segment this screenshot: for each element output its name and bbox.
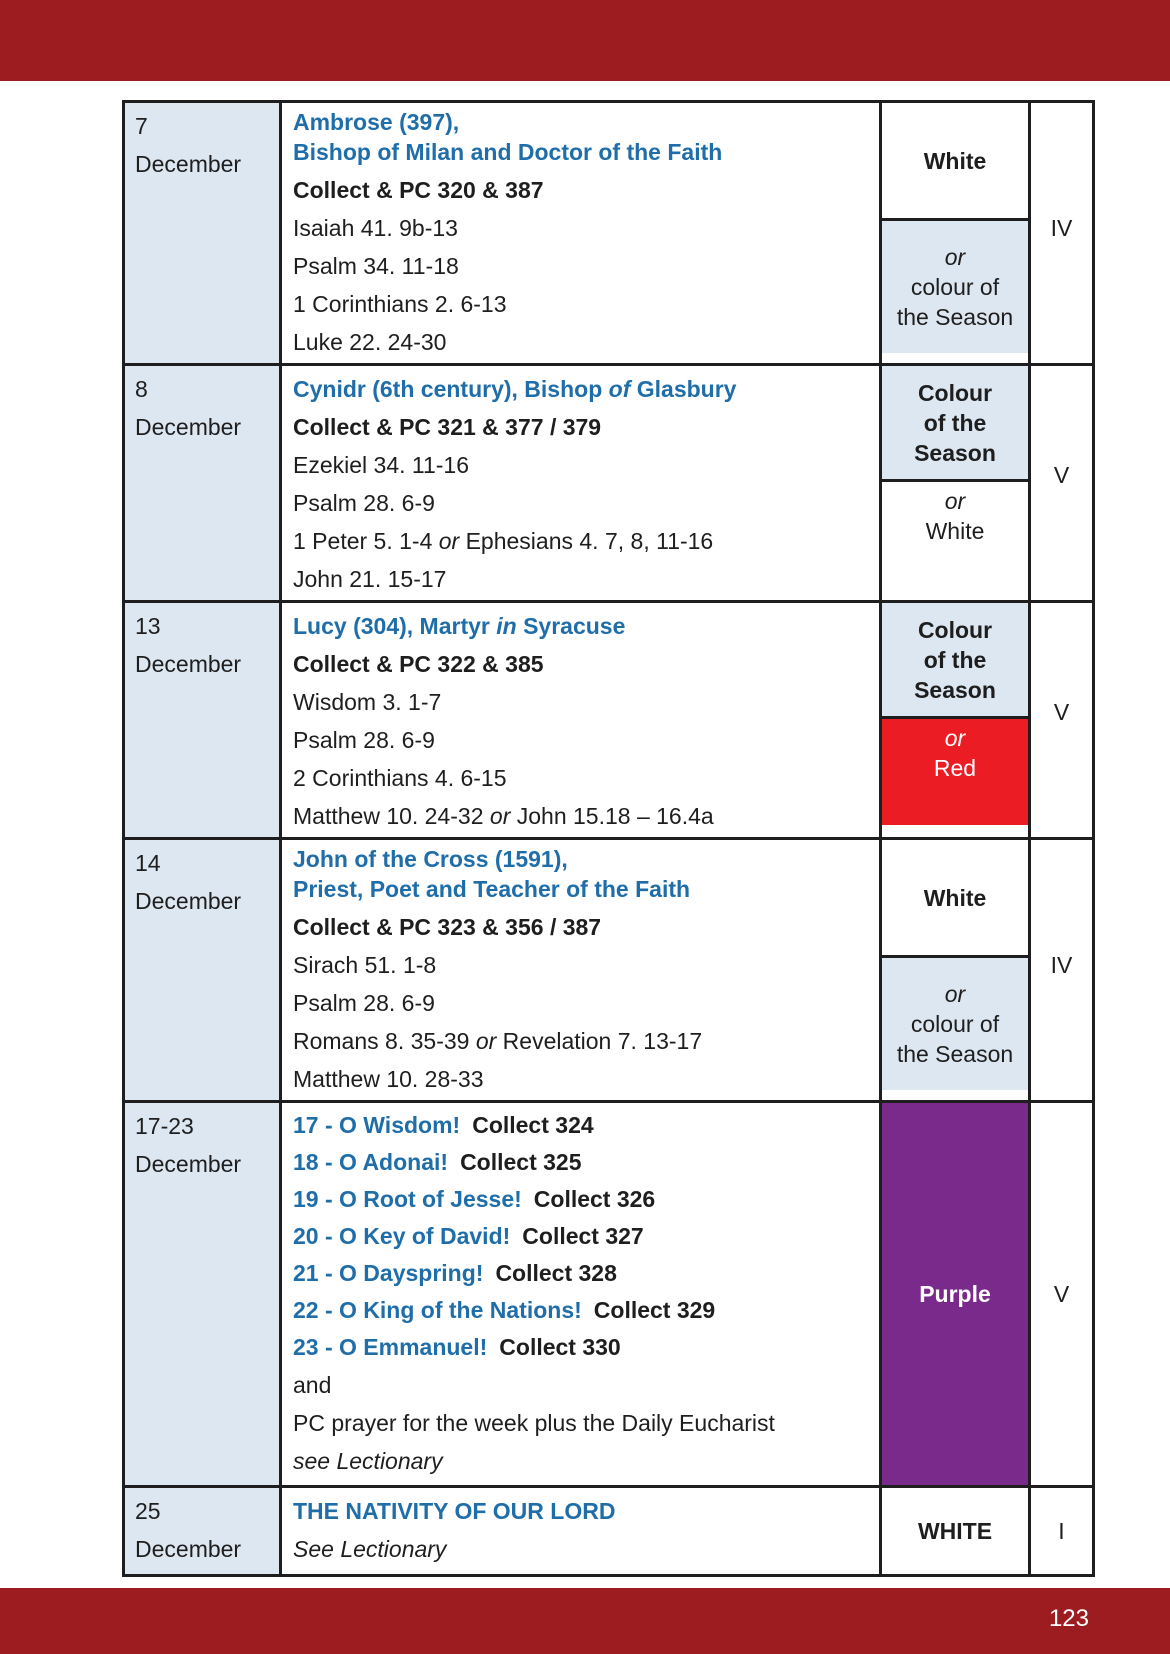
date-cell xyxy=(124,602,281,839)
reading: Wisdom 3. 1-7 xyxy=(293,689,442,715)
table-row xyxy=(124,839,1094,1102)
antiphon-title: 23 - O Emmanuel! xyxy=(293,1334,488,1360)
date-cell xyxy=(124,365,281,602)
colour-primary: WHITE xyxy=(917,1518,993,1544)
date-cell xyxy=(124,1102,281,1487)
title-part: Cynidr (6th century), Bishop xyxy=(293,376,609,402)
date-cell xyxy=(124,1487,281,1576)
collect-ref: Collect & PC 321 & 377 / 379 xyxy=(293,414,602,440)
reading-part: John 15.18 – 16.4a xyxy=(510,803,714,829)
observance-title-line: Priest, Poet and Teacher of the Faith xyxy=(293,876,691,902)
date-month: December xyxy=(135,651,242,677)
liturgical-colour-cell xyxy=(881,1102,1030,1487)
antiphon-line xyxy=(293,1181,871,1218)
date-cell xyxy=(124,102,281,365)
observance-title: THE NATIVITY OF OUR LORD xyxy=(293,1498,616,1524)
antiphon-collect: Collect 327 xyxy=(522,1223,644,1249)
title-part: Lucy (304), Martyr xyxy=(293,613,497,639)
or-label: or xyxy=(944,488,966,514)
table-row xyxy=(124,602,1094,839)
or-label: or xyxy=(475,1028,497,1054)
see-lectionary: see Lectionary xyxy=(293,1448,443,1474)
colour-alternative xyxy=(882,955,1028,1090)
rank-cell: IV xyxy=(1030,102,1094,365)
colour-primary: White xyxy=(923,147,987,174)
rank-cell: V xyxy=(1030,602,1094,839)
reading xyxy=(293,797,871,835)
colour-line: of the xyxy=(923,409,987,436)
table-row xyxy=(124,1102,1094,1487)
date-cell xyxy=(124,839,281,1102)
reading: Ezekiel 34. 11-16 xyxy=(293,452,470,478)
date-day: 8 xyxy=(135,376,148,402)
date-day: 7 xyxy=(135,113,148,139)
reading: Psalm 34. 11-18 xyxy=(293,253,459,279)
collect-ref: Collect & PC 322 & 385 xyxy=(293,651,544,677)
colour-alt-line: the Season xyxy=(896,304,1014,330)
colour-line: Colour xyxy=(917,616,993,643)
reading: 1 Corinthians 2. 6-13 xyxy=(293,291,507,317)
title-part: of xyxy=(608,376,631,402)
liturgical-colour-cell xyxy=(881,1487,1030,1576)
antiphon-collect: Collect 330 xyxy=(499,1334,621,1360)
date-month: December xyxy=(135,888,242,914)
observance-title-line: Ambrose (397), xyxy=(293,109,460,135)
or-label: or xyxy=(944,725,966,751)
liturgical-colour-cell xyxy=(881,365,1030,602)
antiphon-title: 21 - O Dayspring! xyxy=(293,1260,484,1286)
rank-cell: V xyxy=(1030,1102,1094,1487)
collect-ref: Collect & PC 320 & 387 xyxy=(293,177,544,203)
colour-primary: Purple xyxy=(882,1279,1028,1309)
title-part: Syracuse xyxy=(516,613,626,639)
reading: Matthew 10. 28-33 xyxy=(293,1066,484,1092)
antiphon-line xyxy=(293,1218,871,1255)
reading: John 21. 15-17 xyxy=(293,566,447,592)
reading xyxy=(293,522,871,560)
colour-primary xyxy=(882,603,1028,716)
colour-alt-line: colour of xyxy=(910,274,1000,300)
reading: Psalm 28. 6-9 xyxy=(293,727,435,753)
liturgical-colour-cell xyxy=(881,102,1030,365)
antiphon-collect: Collect 329 xyxy=(593,1297,716,1323)
reading xyxy=(293,1022,871,1060)
date-day: 13 xyxy=(135,613,161,639)
page-number: 123 xyxy=(1048,1605,1089,1632)
observance-title-line: Bishop of Milan and Doctor of the Faith xyxy=(293,139,723,165)
date-day: 25 xyxy=(135,1498,161,1524)
colour-line: Season xyxy=(914,439,996,466)
colour-alt-line: colour of xyxy=(910,1011,1000,1037)
date-day: 14 xyxy=(135,850,161,876)
or-label: or xyxy=(944,981,966,1007)
reading: Psalm 28. 6-9 xyxy=(293,490,435,516)
antiphon-line xyxy=(293,1255,871,1292)
date-month: December xyxy=(135,1536,242,1562)
observance-title xyxy=(293,370,871,408)
colour-primary: White xyxy=(923,884,987,911)
colour-alt-line: White xyxy=(925,518,985,544)
antiphon-line xyxy=(293,1292,871,1329)
detail-cell xyxy=(281,1487,881,1576)
date-month: December xyxy=(135,1151,242,1177)
antiphon-title: 20 - O Key of David! xyxy=(293,1223,511,1249)
colour-alt-line: Red xyxy=(933,755,977,781)
colour-alternative xyxy=(882,218,1028,353)
antiphon-title: 22 - O King of the Nations! xyxy=(293,1297,582,1323)
colour-line: of the xyxy=(923,646,987,673)
table-row xyxy=(124,1487,1094,1576)
rank-cell: I xyxy=(1030,1487,1094,1576)
reading: Isaiah 41. 9b-13 xyxy=(293,215,458,241)
or-label: or xyxy=(944,244,966,270)
pc-prayer-text: PC prayer for the week plus the Daily Eucharist xyxy=(293,1410,775,1436)
title-part: in xyxy=(496,613,517,639)
bottom-band xyxy=(0,1588,1170,1654)
collect-ref: Collect & PC 323 & 356 / 387 xyxy=(293,914,602,940)
antiphon-title: 18 - O Adonai! xyxy=(293,1149,449,1175)
detail-cell xyxy=(281,602,881,839)
reading-part: Ephesians 4. 7, 8, 11-16 xyxy=(459,528,714,554)
antiphon-line xyxy=(293,1329,871,1366)
reading-part: Matthew 10. 24-32 xyxy=(293,803,490,829)
see-lectionary: See Lectionary xyxy=(293,1536,447,1562)
top-band xyxy=(0,0,1170,81)
liturgical-colour-cell xyxy=(881,839,1030,1102)
detail-cell xyxy=(281,839,881,1102)
liturgical-colour-cell xyxy=(881,602,1030,839)
antiphon-collect: Collect 328 xyxy=(495,1260,617,1286)
colour-line: Season xyxy=(914,676,996,703)
reading-part: 1 Peter 5. 1-4 xyxy=(293,528,439,554)
date-month: December xyxy=(135,414,242,440)
reading: Luke 22. 24-30 xyxy=(293,329,447,355)
title-part: Glasbury xyxy=(630,376,737,402)
antiphon-line xyxy=(293,1107,871,1144)
detail-cell xyxy=(281,365,881,602)
date-month: December xyxy=(135,151,242,177)
detail-cell xyxy=(281,1102,881,1487)
reading-part: Revelation 7. 13-17 xyxy=(496,1028,703,1054)
colour-alternative xyxy=(882,479,1028,588)
reading-part: Romans 8. 35-39 xyxy=(293,1028,476,1054)
calendar-table xyxy=(122,100,1095,1577)
reading: Psalm 28. 6-9 xyxy=(293,990,435,1016)
observance-title xyxy=(293,607,871,645)
table-row xyxy=(124,102,1094,365)
date-day: 17-23 xyxy=(135,1113,194,1139)
or-label: or xyxy=(438,528,460,554)
colour-line: Colour xyxy=(917,379,993,406)
antiphon-collect: Collect 324 xyxy=(472,1112,594,1138)
and-text: and xyxy=(293,1372,332,1398)
detail-cell xyxy=(281,102,881,365)
rank-cell: IV xyxy=(1030,839,1094,1102)
rank-cell: V xyxy=(1030,365,1094,602)
colour-primary xyxy=(882,366,1028,479)
colour-alt-line: the Season xyxy=(896,1041,1014,1067)
observance-title-line: John of the Cross (1591), xyxy=(293,846,568,872)
antiphon-collect: Collect 326 xyxy=(533,1186,656,1212)
antiphon-title: 17 - O Wisdom! xyxy=(293,1112,461,1138)
antiphon-line xyxy=(293,1144,871,1181)
reading: 2 Corinthians 4. 6-15 xyxy=(293,765,507,791)
colour-alternative xyxy=(882,716,1028,825)
or-label: or xyxy=(489,803,511,829)
antiphon-collect: Collect 325 xyxy=(460,1149,582,1175)
reading: Sirach 51. 1-8 xyxy=(293,952,437,978)
antiphon-title: 19 - O Root of Jesse! xyxy=(293,1186,522,1212)
table-row xyxy=(124,365,1094,602)
